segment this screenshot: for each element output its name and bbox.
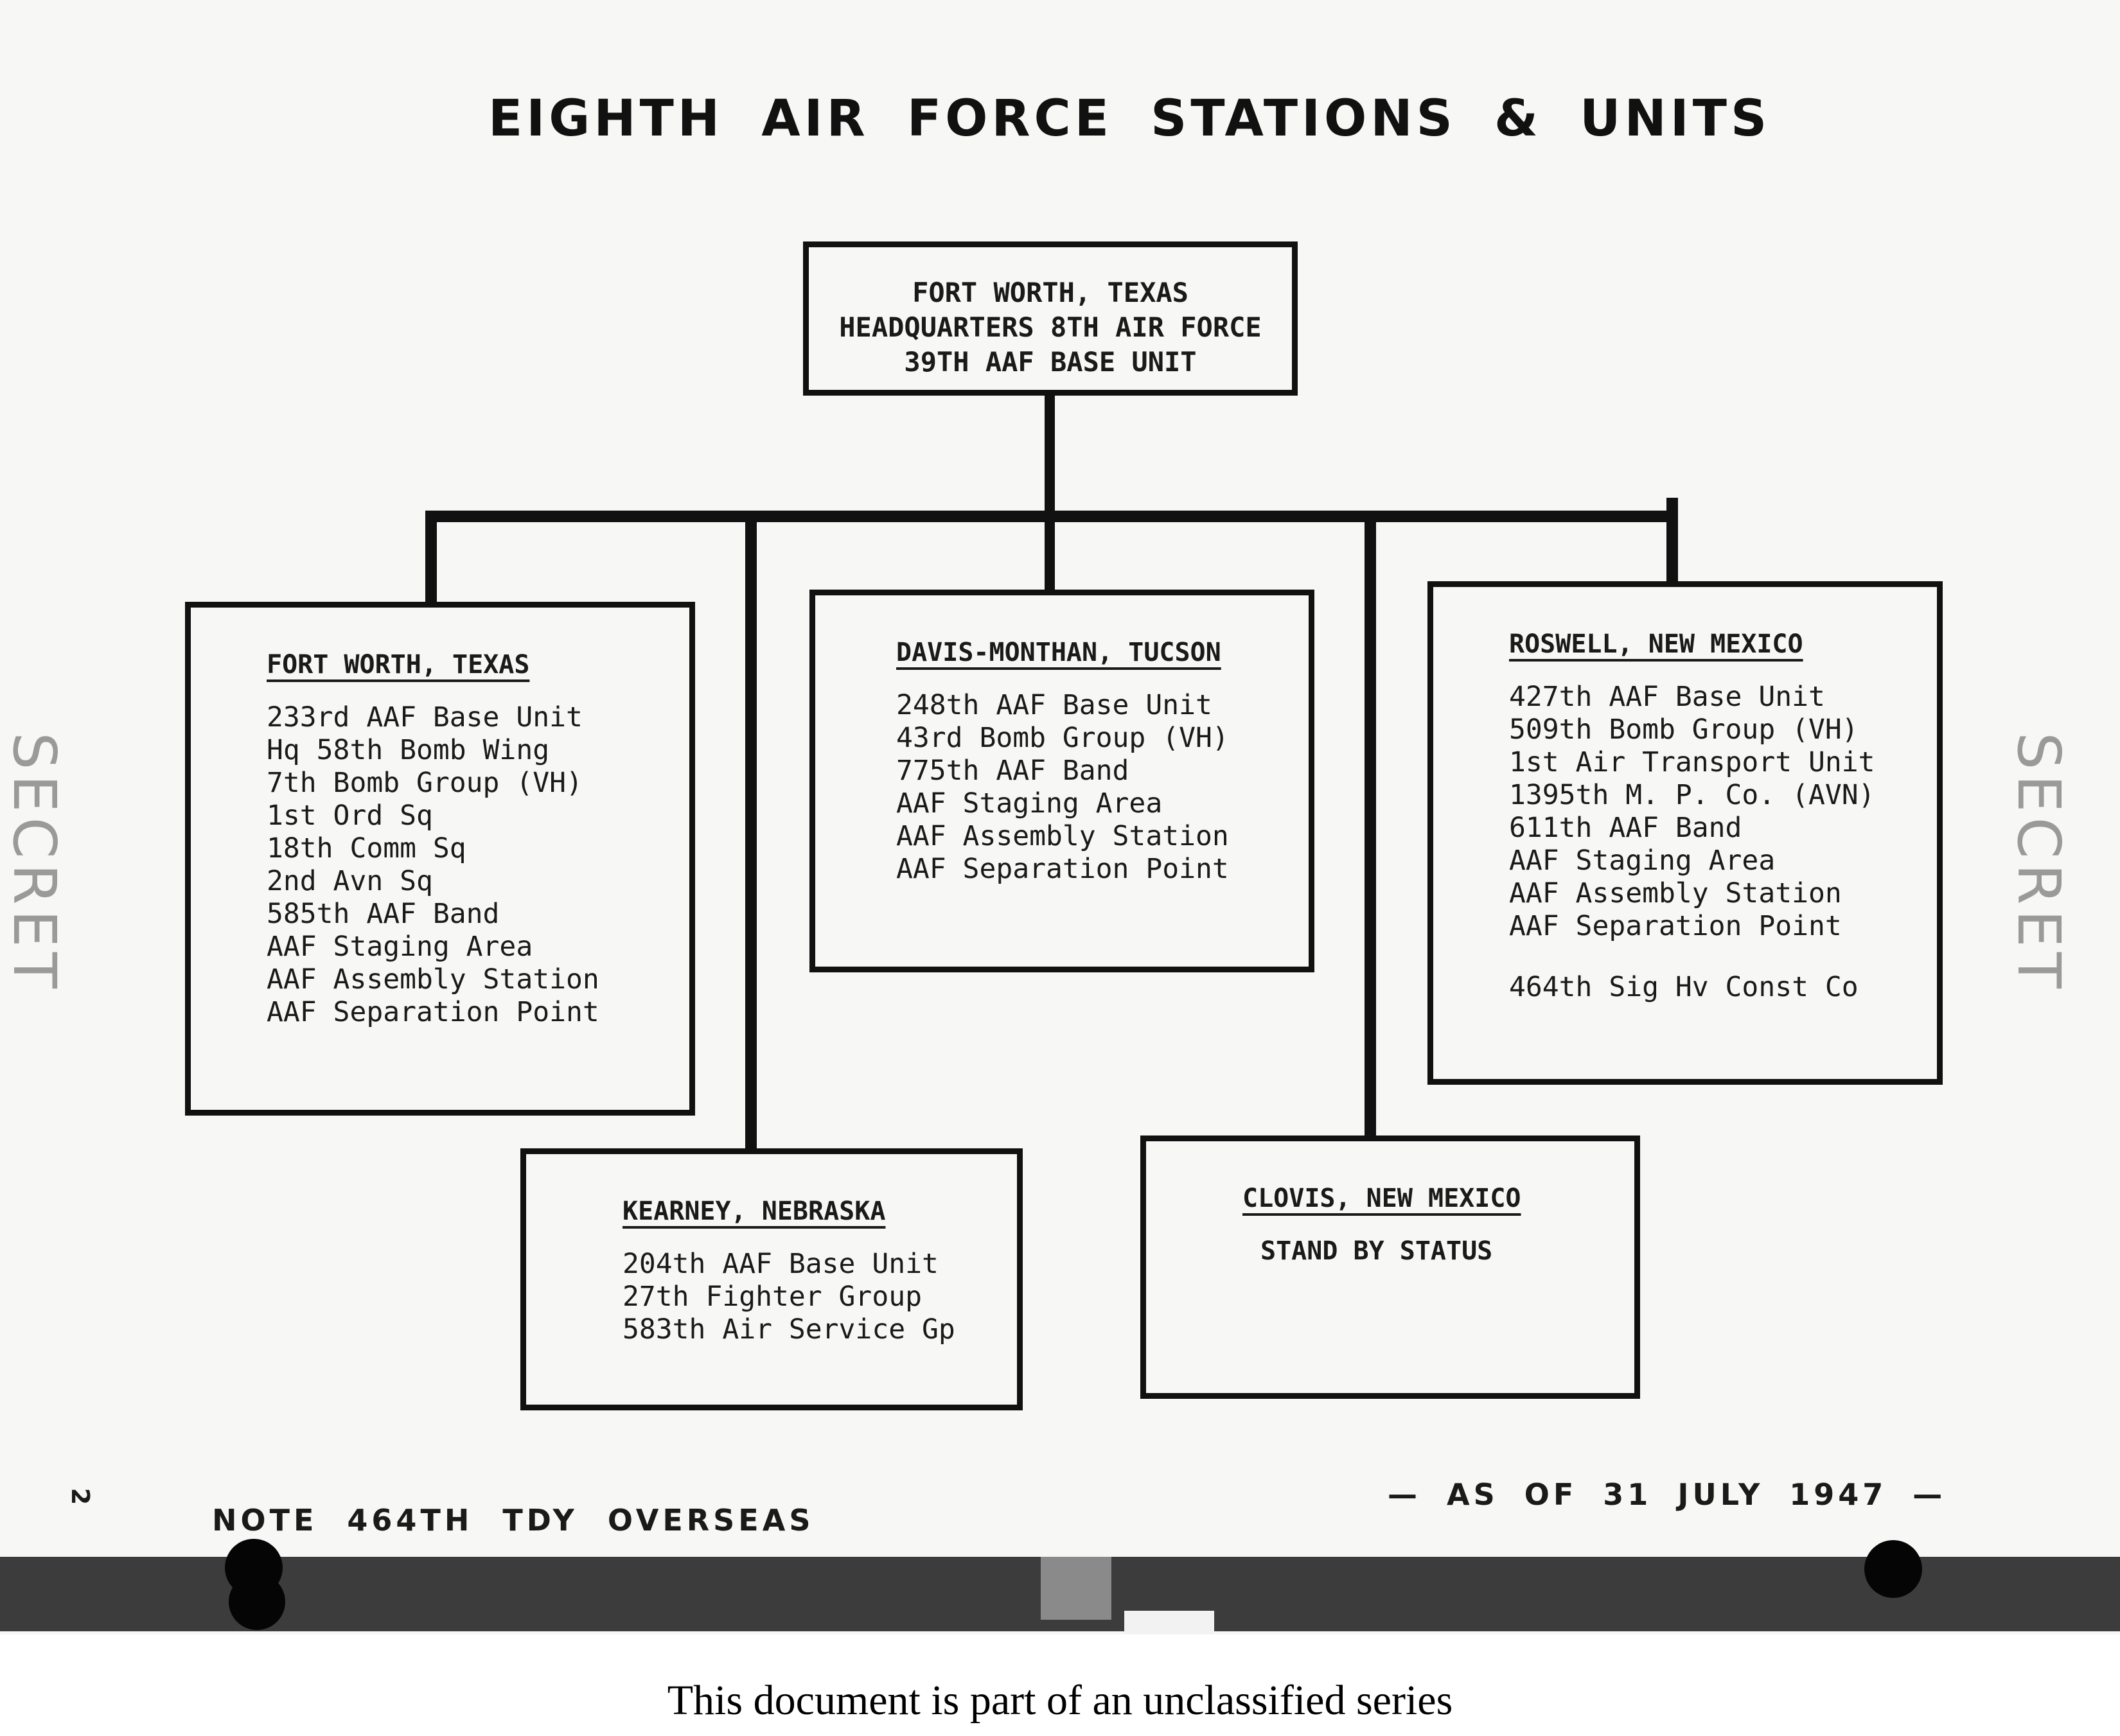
unit-item: Hq 58th Bomb Wing xyxy=(267,734,550,766)
connector-davis-monthan xyxy=(1045,511,1055,594)
connector-roswell xyxy=(1666,498,1678,588)
station-name: FORT WORTH, TEXAS xyxy=(267,650,530,679)
unit-item: 611th AAF Band xyxy=(1509,812,1742,844)
unit-item: AAF Separation Point xyxy=(267,996,599,1028)
unit-item: 583th Air Service Gp xyxy=(623,1313,955,1346)
unit-list xyxy=(896,689,1309,886)
unit-item: 509th Bomb Group (VH) xyxy=(1509,714,1859,746)
unit-item: 233rd AAF Base Unit xyxy=(267,701,583,733)
hq-box xyxy=(803,241,1298,396)
unit-item: 7th Bomb Group (VH) xyxy=(267,767,583,799)
unit-item: AAF Separation Point xyxy=(1509,910,1842,942)
hq-location: FORT WORTH, TEXAS xyxy=(912,277,1188,308)
unit-list xyxy=(623,1248,1017,1346)
unit-item: 1st Air Transport Unit xyxy=(1509,746,1875,778)
station-box-fort-worth xyxy=(185,602,695,1116)
station-box-clovis xyxy=(1140,1135,1640,1399)
connector-kearney xyxy=(745,511,757,1153)
unit-item: 1395th M. P. Co. (AVN) xyxy=(1509,779,1875,811)
footer-note: NOTE 464TH TDY OVERSEAS xyxy=(212,1503,815,1538)
connector-fort-worth xyxy=(425,511,437,607)
unit-list xyxy=(267,701,689,1029)
page-title: EIGHTH AIR FORCE STATIONS & UNITS xyxy=(488,90,1771,148)
unit-item: AAF Staging Area xyxy=(896,787,1163,820)
unit-item: AAF Separation Point xyxy=(896,853,1229,885)
unit-item: AAF Assembly Station xyxy=(896,820,1229,852)
as-of-date: — AS OF 31 JULY 1947 — xyxy=(1388,1477,1947,1512)
station-name: DAVIS-MONTHAN, TUCSON xyxy=(896,638,1221,667)
unit-item: 27th Fighter Group xyxy=(623,1281,922,1313)
unit-item: AAF Assembly Station xyxy=(267,963,599,995)
unit-item: 2nd Avn Sq xyxy=(267,865,433,897)
punch-hole-left-lower xyxy=(229,1574,285,1630)
station-box-kearney xyxy=(520,1148,1023,1410)
connector-hq-down xyxy=(1045,393,1055,516)
station-name: KEARNEY, NEBRASKA xyxy=(623,1197,886,1226)
unit-item: AAF Staging Area xyxy=(267,931,533,963)
secret-stamp-right: SECRET xyxy=(2004,732,2074,994)
station-box-roswell xyxy=(1427,581,1943,1085)
station-name: CLOVIS, NEW MEXICO xyxy=(1242,1184,1521,1213)
unit-item: 43rd Bomb Group (VH) xyxy=(896,722,1229,754)
unit-item: 775th AAF Band xyxy=(896,755,1129,787)
strip-light-patch xyxy=(1041,1557,1111,1620)
unit-item: AAF Staging Area xyxy=(1509,845,1776,877)
unit-item: AAF Assembly Station xyxy=(1509,877,1842,909)
unit-item: STAND BY STATUS xyxy=(1260,1236,1493,1266)
unit-item: 204th AAF Base Unit xyxy=(623,1248,939,1280)
station-name: ROSWELL, NEW MEXICO xyxy=(1509,629,1803,659)
strip-white-tab xyxy=(1124,1611,1214,1634)
unit-item: 585th AAF Band xyxy=(267,898,500,930)
unit-item: 18th Comm Sq xyxy=(267,832,466,864)
station-box-davis-monthan xyxy=(809,590,1314,972)
hq-base-unit: 39TH AAF BASE UNIT xyxy=(904,346,1197,378)
caption: This document is part of an unclassified series xyxy=(667,1677,1453,1724)
connector-clovis xyxy=(1365,511,1376,1140)
unit-list xyxy=(1242,1235,1634,1268)
unit-item-extra: 464th Sig Hv Const Co xyxy=(1509,971,1859,1003)
unit-item: 427th AAF Base Unit xyxy=(1509,681,1825,713)
secret-stamp-left: SECRET xyxy=(0,732,69,994)
punch-hole-right xyxy=(1864,1540,1922,1598)
unit-list xyxy=(1509,681,1937,943)
page-number: 2 xyxy=(66,1487,95,1505)
unit-item: 1st Ord Sq xyxy=(267,800,433,832)
hq-headquarters: HEADQUARTERS 8TH AIR FORCE xyxy=(839,311,1262,343)
unit-item: 248th AAF Base Unit xyxy=(896,689,1212,721)
